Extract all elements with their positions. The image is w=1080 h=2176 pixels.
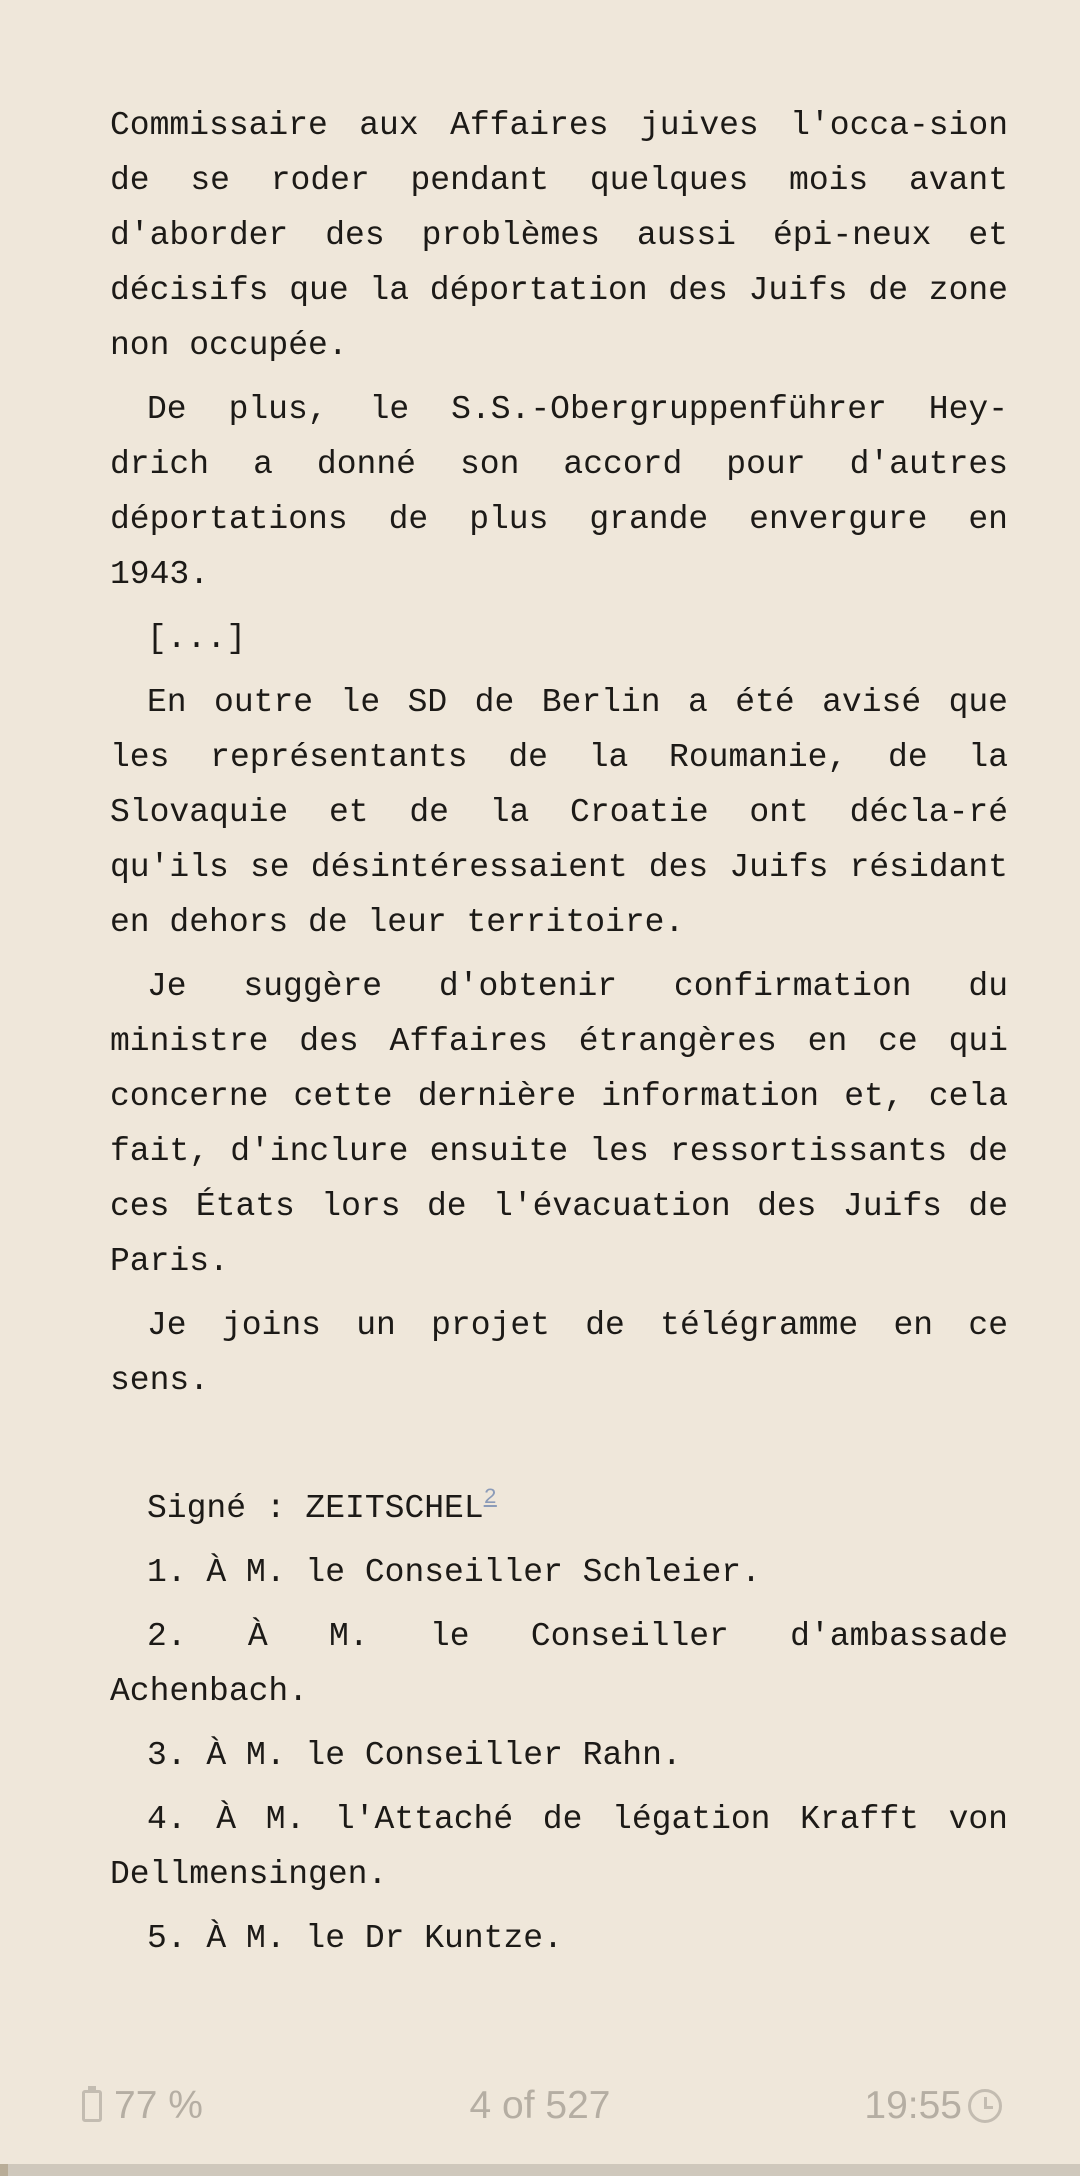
paragraph: [...] (147, 620, 247, 657)
signature-text: Signé : ZEITSCHEL (147, 1490, 484, 1527)
clock-icon (968, 2089, 1002, 2123)
clock-status (864, 2084, 1002, 2128)
paragraph: En outre le SD de Berlin a été avisé que les représentants de la Roumanie, de la Slovaquie et de la Croatie ont décla-ré qu'ils se désintéressaient des Juifs résidant en dehors de leur territoire. (110, 684, 1008, 941)
paragraph: Je suggère d'obtenir confirmation du ministre des Affaires étrangères en ce qui concerne cette dernière information et, cela fait, d'inclure ensuite les ressortissants de ces États lors de l'évacuation des Juifs de Paris. (110, 968, 1008, 1280)
paragraph-spacer (110, 1417, 1008, 1481)
paragraph: Commissaire aux Affaires juives l'occa-sion de se roder pendant quelques mois avant d'aborder des problèmes aussi épi-neux et décisifs que la déportation des Juifs de zone non occupée. (110, 107, 1008, 364)
clock-time: 19:55 (864, 2084, 962, 2127)
page-indicator: 4 of 527 (469, 2084, 611, 2127)
signature-line (110, 1481, 1008, 1536)
recipient-item: 3. À M. le Conseiller Rahn. (147, 1737, 682, 1774)
reading-progress-fill (0, 2164, 8, 2176)
battery-level: 77 % (114, 2084, 203, 2127)
footnote-link[interactable]: 2 (483, 1485, 497, 1510)
paragraph: De plus, le S.S.-Obergruppenführer Hey-drich a donné son accord pour d'autres déportations de plus grande envergure en 1943. (110, 391, 1008, 593)
recipient-item: 1. À M. le Conseiller Schleier. (147, 1554, 761, 1591)
paragraph: Je joins un projet de télégramme en ce sens. (110, 1307, 1008, 1399)
reader-page-content[interactable] (110, 98, 1008, 1975)
reading-progress-bar[interactable] (0, 2164, 1080, 2176)
recipient-item: 5. À M. le Dr Kuntze. (147, 1920, 563, 1957)
recipient-item: 4. À M. l'Attaché de légation Krafft von Dellmensingen. (110, 1801, 1008, 1893)
recipient-item: 2. À M. le Conseiller d'ambassade Achenbach. (110, 1618, 1008, 1710)
reader-status-bar (0, 2072, 1080, 2136)
